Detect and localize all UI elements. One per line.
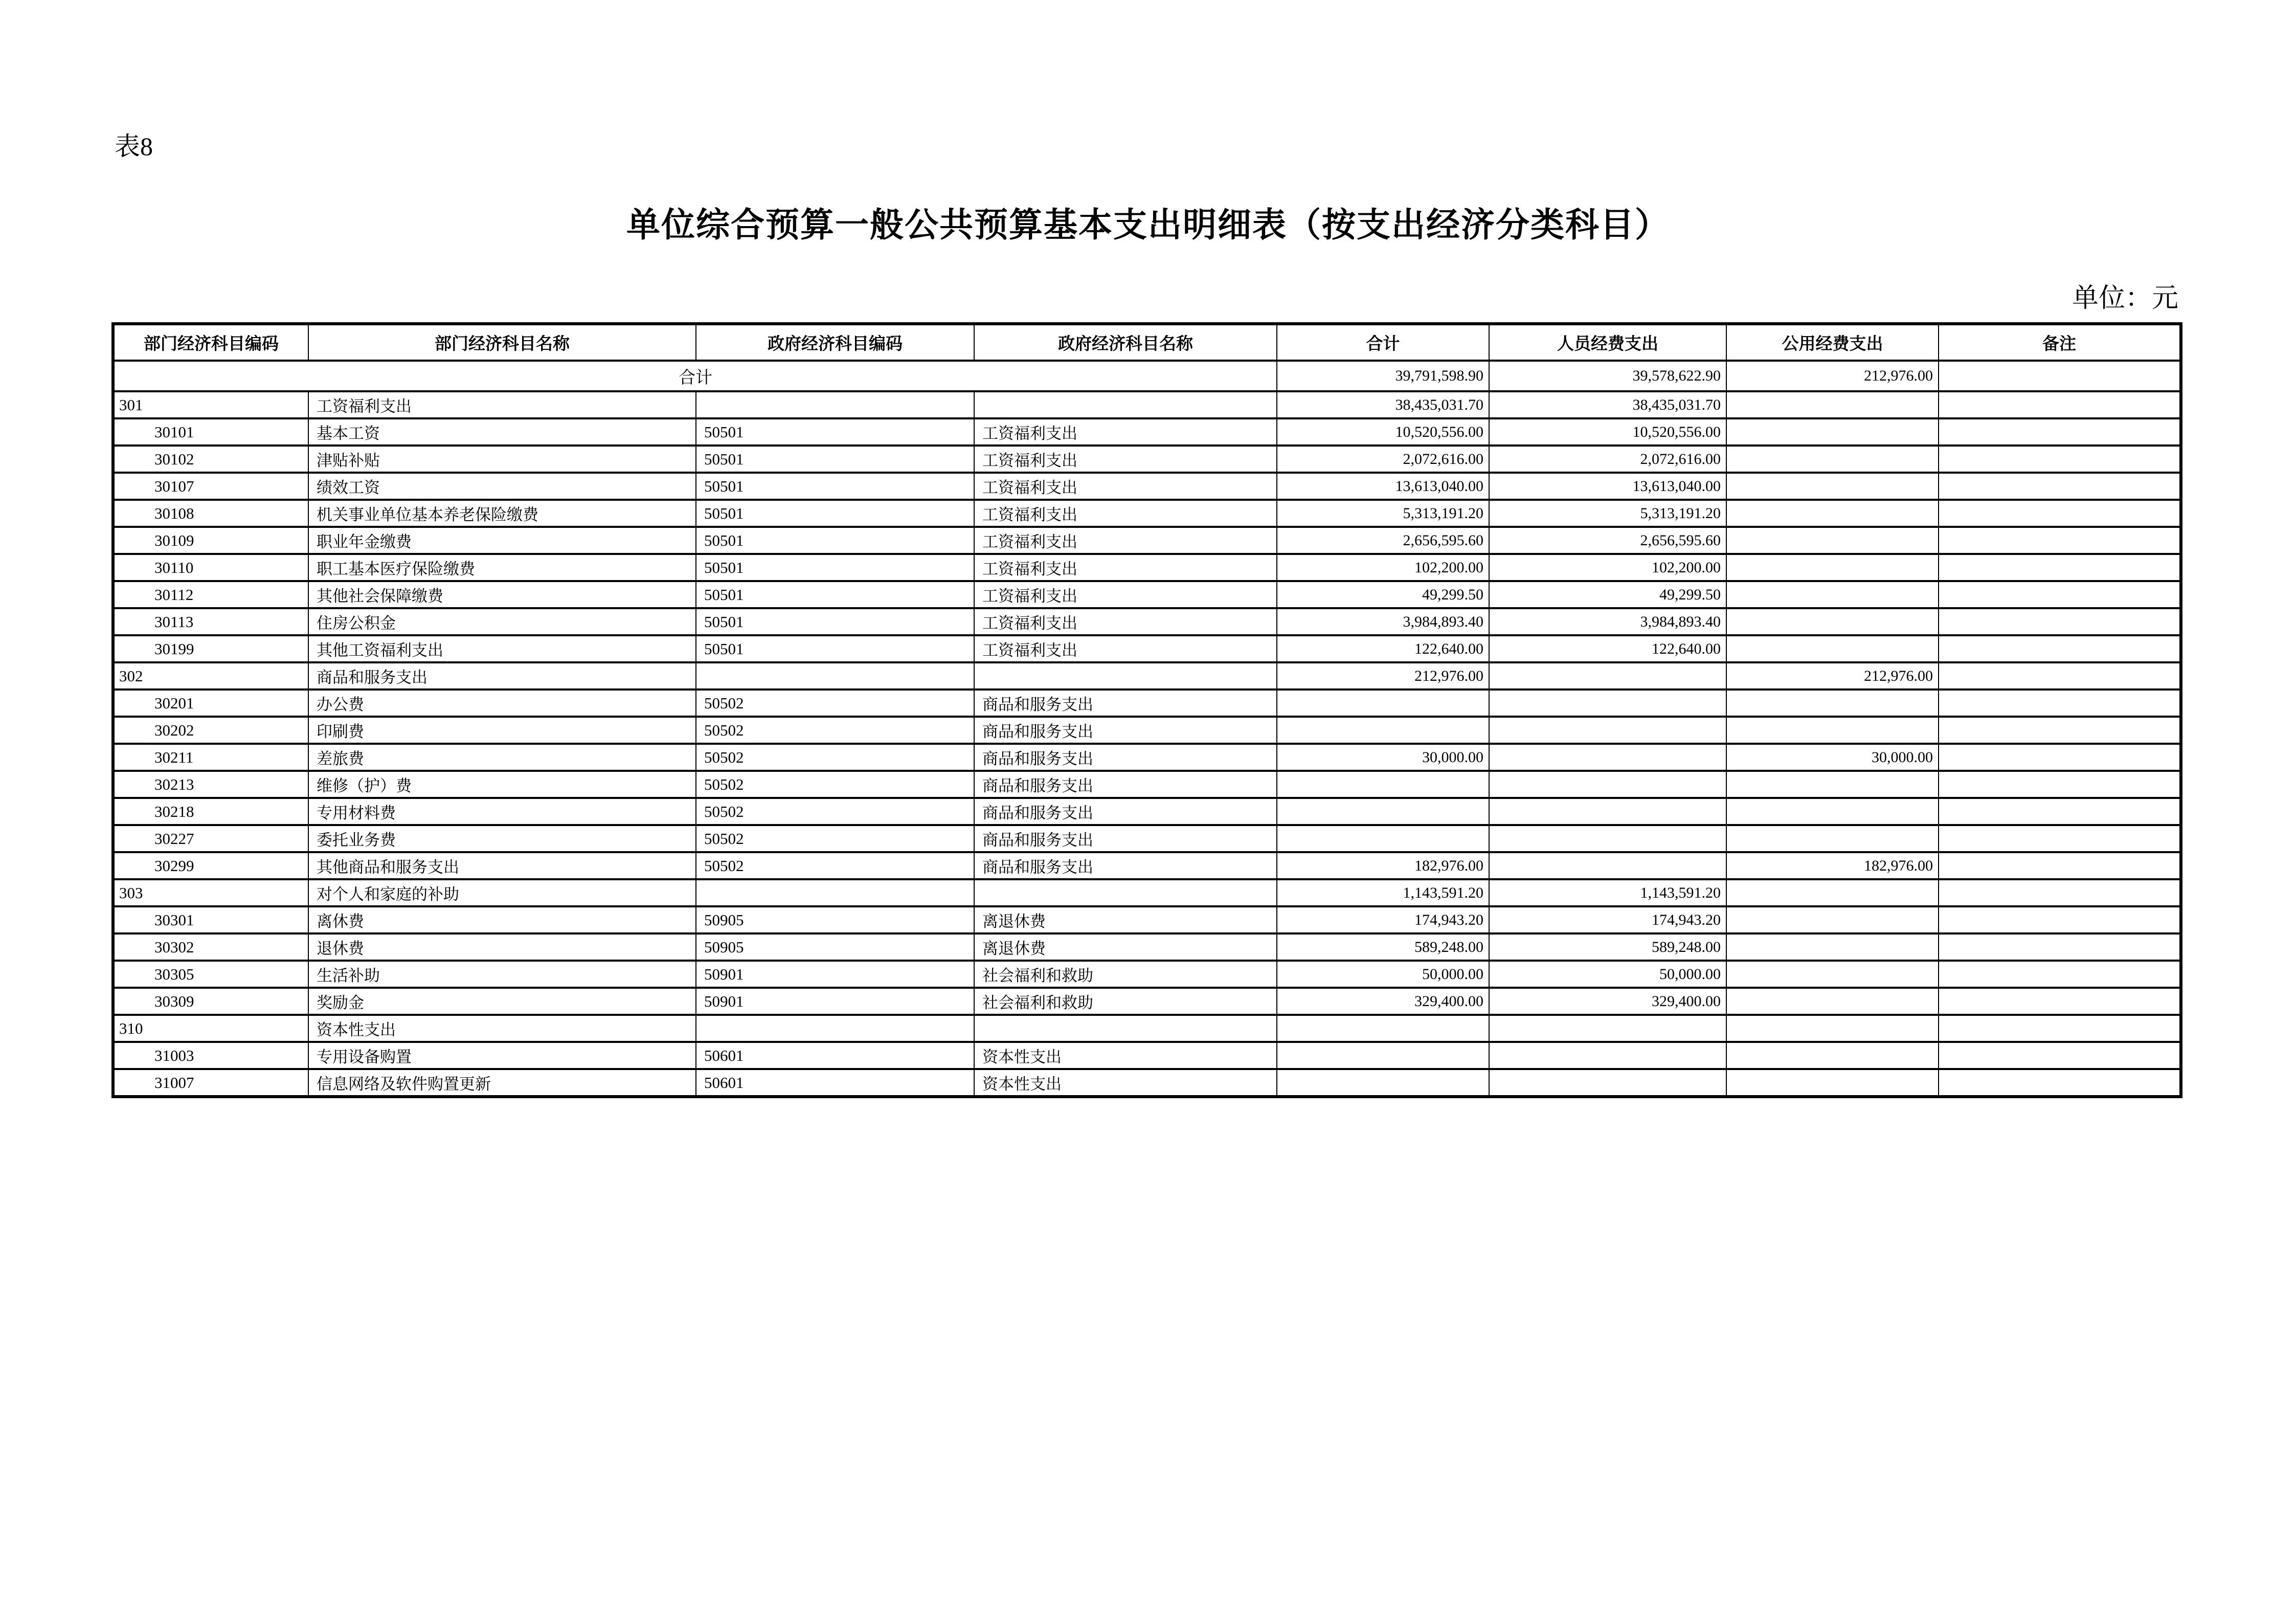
dept-name-cell: 工资福利支出 xyxy=(308,391,696,418)
dept-code-cell: 30199 xyxy=(113,635,308,662)
gov-name-cell: 商品和服务支出 xyxy=(974,744,1277,771)
column-header-total: 合计 xyxy=(1277,324,1489,361)
dept-name-cell: 差旅费 xyxy=(308,744,696,771)
public-cell xyxy=(1726,635,1939,662)
summary-personnel-cell: 39,578,622.90 xyxy=(1489,361,1726,391)
gov-code-cell: 50501 xyxy=(696,527,974,554)
table-row xyxy=(113,906,2181,933)
public-cell xyxy=(1726,608,1939,635)
gov-name-cell: 工资福利支出 xyxy=(974,527,1277,554)
note-cell xyxy=(1939,906,2181,933)
note-cell xyxy=(1939,879,2181,906)
dept-code-cell: 303 xyxy=(113,879,308,906)
dept-code-cell: 30227 xyxy=(113,825,308,852)
personnel-cell xyxy=(1489,1042,1726,1069)
dept-name-cell: 奖励金 xyxy=(308,988,696,1015)
page-title: 单位综合预算一般公共预算基本支出明细表（按支出经济分类科目） xyxy=(626,207,1670,244)
gov-name-cell: 工资福利支出 xyxy=(974,446,1277,473)
public-cell xyxy=(1726,418,1939,446)
note-cell xyxy=(1939,446,2181,473)
gov-name-cell: 离退休费 xyxy=(974,906,1277,933)
total-cell xyxy=(1277,1015,1489,1042)
note-cell xyxy=(1939,689,2181,717)
dept-name-cell: 基本工资 xyxy=(308,418,696,446)
dept-name-cell: 离休费 xyxy=(308,906,696,933)
gov-name-cell xyxy=(974,1015,1277,1042)
gov-name-cell: 社会福利和救助 xyxy=(974,988,1277,1015)
dept-name-cell: 职工基本医疗保险缴费 xyxy=(308,554,696,581)
gov-name-cell: 资本性支出 xyxy=(974,1042,1277,1069)
gov-name-cell: 工资福利支出 xyxy=(974,608,1277,635)
dept-name-cell: 生活补助 xyxy=(308,961,696,988)
dept-code-cell: 30102 xyxy=(113,446,308,473)
note-cell xyxy=(1939,798,2181,825)
note-cell xyxy=(1939,988,2181,1015)
note-cell xyxy=(1939,418,2181,446)
table-row xyxy=(113,1069,2181,1097)
summary-row xyxy=(113,361,2181,391)
gov-name-cell: 商品和服务支出 xyxy=(974,852,1277,879)
table-row xyxy=(113,473,2181,500)
gov-name-cell: 社会福利和救助 xyxy=(974,961,1277,988)
summary-label-cell: 合计 xyxy=(113,361,1277,391)
dept-name-cell: 信息网络及软件购置更新 xyxy=(308,1069,696,1097)
column-header-personnel: 人员经费支出 xyxy=(1489,324,1726,361)
personnel-cell: 102,200.00 xyxy=(1489,554,1726,581)
personnel-cell xyxy=(1489,825,1726,852)
table-row xyxy=(113,933,2181,961)
gov-name-cell: 工资福利支出 xyxy=(974,500,1277,527)
note-cell xyxy=(1939,825,2181,852)
table-row xyxy=(113,961,2181,988)
public-cell xyxy=(1726,554,1939,581)
gov-code-cell xyxy=(696,879,974,906)
column-header-note: 备注 xyxy=(1939,324,2181,361)
table-row xyxy=(113,608,2181,635)
personnel-cell: 10,520,556.00 xyxy=(1489,418,1726,446)
dept-code-cell: 301 xyxy=(113,391,308,418)
personnel-cell: 3,984,893.40 xyxy=(1489,608,1726,635)
table-row xyxy=(113,717,2181,744)
column-header-gov-name: 政府经济科目名称 xyxy=(974,324,1277,361)
table-row xyxy=(113,744,2181,771)
gov-code-cell: 50502 xyxy=(696,771,974,798)
dept-code-cell: 30299 xyxy=(113,852,308,879)
gov-name-cell xyxy=(974,879,1277,906)
dept-name-cell: 其他社会保障缴费 xyxy=(308,581,696,608)
public-cell xyxy=(1726,391,1939,418)
total-cell: 3,984,893.40 xyxy=(1277,608,1489,635)
dept-code-cell: 30112 xyxy=(113,581,308,608)
gov-code-cell: 50501 xyxy=(696,554,974,581)
note-cell xyxy=(1939,1015,2181,1042)
total-cell xyxy=(1277,798,1489,825)
public-cell xyxy=(1726,581,1939,608)
dept-name-cell: 其他商品和服务支出 xyxy=(308,852,696,879)
public-cell xyxy=(1726,933,1939,961)
note-cell xyxy=(1939,391,2181,418)
note-cell xyxy=(1939,527,2181,554)
gov-name-cell: 离退休费 xyxy=(974,933,1277,961)
personnel-cell xyxy=(1489,689,1726,717)
public-cell xyxy=(1726,527,1939,554)
total-cell xyxy=(1277,717,1489,744)
dept-code-cell: 31007 xyxy=(113,1069,308,1097)
public-cell: 182,976.00 xyxy=(1726,852,1939,879)
table-row xyxy=(113,879,2181,906)
public-cell xyxy=(1726,771,1939,798)
public-cell xyxy=(1726,1042,1939,1069)
dept-name-cell: 维修（护）费 xyxy=(308,771,696,798)
personnel-cell xyxy=(1489,744,1726,771)
note-cell xyxy=(1939,500,2181,527)
public-cell xyxy=(1726,988,1939,1015)
column-header-public: 公用经费支出 xyxy=(1726,324,1939,361)
table-row xyxy=(113,418,2181,446)
dept-name-cell: 委托业务费 xyxy=(308,825,696,852)
dept-name-cell: 商品和服务支出 xyxy=(308,662,696,689)
personnel-cell: 329,400.00 xyxy=(1489,988,1726,1015)
total-cell: 122,640.00 xyxy=(1277,635,1489,662)
gov-code-cell: 50502 xyxy=(696,689,974,717)
total-cell: 174,943.20 xyxy=(1277,906,1489,933)
note-cell xyxy=(1939,744,2181,771)
column-header-gov-code: 政府经济科目编码 xyxy=(696,324,974,361)
public-cell xyxy=(1726,879,1939,906)
gov-code-cell: 50905 xyxy=(696,933,974,961)
note-cell xyxy=(1939,771,2181,798)
note-cell xyxy=(1939,635,2181,662)
total-cell: 10,520,556.00 xyxy=(1277,418,1489,446)
gov-name-cell xyxy=(974,391,1277,418)
note-cell xyxy=(1939,1069,2181,1097)
dept-code-cell: 30107 xyxy=(113,473,308,500)
header-row xyxy=(113,324,2181,361)
dept-name-cell: 退休费 xyxy=(308,933,696,961)
table-row xyxy=(113,825,2181,852)
summary-note-cell xyxy=(1939,361,2181,391)
total-cell: 212,976.00 xyxy=(1277,662,1489,689)
total-cell: 49,299.50 xyxy=(1277,581,1489,608)
gov-name-cell: 工资福利支出 xyxy=(974,418,1277,446)
public-cell xyxy=(1726,825,1939,852)
gov-code-cell: 50502 xyxy=(696,852,974,879)
total-cell xyxy=(1277,1042,1489,1069)
table-row xyxy=(113,554,2181,581)
budget-table xyxy=(111,322,2182,1098)
public-cell xyxy=(1726,717,1939,744)
gov-code-cell: 50502 xyxy=(696,717,974,744)
dept-name-cell: 住房公积金 xyxy=(308,608,696,635)
total-cell: 2,656,595.60 xyxy=(1277,527,1489,554)
dept-name-cell: 对个人和家庭的补助 xyxy=(308,879,696,906)
total-cell xyxy=(1277,825,1489,852)
personnel-cell: 13,613,040.00 xyxy=(1489,473,1726,500)
total-cell xyxy=(1277,1069,1489,1097)
note-cell xyxy=(1939,1042,2181,1069)
gov-code-cell: 50502 xyxy=(696,744,974,771)
public-cell: 30,000.00 xyxy=(1726,744,1939,771)
dept-name-cell: 专用设备购置 xyxy=(308,1042,696,1069)
public-cell xyxy=(1726,961,1939,988)
dept-name-cell: 绩效工资 xyxy=(308,473,696,500)
personnel-cell: 589,248.00 xyxy=(1489,933,1726,961)
public-cell xyxy=(1726,446,1939,473)
total-cell: 5,313,191.20 xyxy=(1277,500,1489,527)
dept-code-cell: 30110 xyxy=(113,554,308,581)
note-cell xyxy=(1939,662,2181,689)
table-row xyxy=(113,662,2181,689)
gov-code-cell: 50901 xyxy=(696,988,974,1015)
note-cell xyxy=(1939,933,2181,961)
total-cell xyxy=(1277,689,1489,717)
dept-code-cell: 31003 xyxy=(113,1042,308,1069)
table-row xyxy=(113,798,2181,825)
total-cell: 182,976.00 xyxy=(1277,852,1489,879)
dept-name-cell: 办公费 xyxy=(308,689,696,717)
note-cell xyxy=(1939,717,2181,744)
gov-name-cell: 工资福利支出 xyxy=(974,554,1277,581)
gov-code-cell: 50601 xyxy=(696,1069,974,1097)
public-cell: 212,976.00 xyxy=(1726,662,1939,689)
table-row xyxy=(113,1015,2181,1042)
dept-code-cell: 30201 xyxy=(113,689,308,717)
total-cell: 589,248.00 xyxy=(1277,933,1489,961)
note-cell xyxy=(1939,608,2181,635)
dept-code-cell: 30202 xyxy=(113,717,308,744)
table-header xyxy=(113,324,2181,361)
public-cell xyxy=(1726,1015,1939,1042)
personnel-cell: 122,640.00 xyxy=(1489,635,1726,662)
table-row xyxy=(113,635,2181,662)
table-row xyxy=(113,581,2181,608)
total-cell: 329,400.00 xyxy=(1277,988,1489,1015)
personnel-cell xyxy=(1489,798,1726,825)
dept-code-cell: 30113 xyxy=(113,608,308,635)
gov-code-cell: 50901 xyxy=(696,961,974,988)
gov-code-cell: 50502 xyxy=(696,798,974,825)
dept-code-cell: 30211 xyxy=(113,744,308,771)
summary-public-cell: 212,976.00 xyxy=(1726,361,1939,391)
total-cell: 50,000.00 xyxy=(1277,961,1489,988)
dept-code-cell: 30108 xyxy=(113,500,308,527)
note-cell xyxy=(1939,473,2181,500)
gov-name-cell: 商品和服务支出 xyxy=(974,689,1277,717)
total-cell: 30,000.00 xyxy=(1277,744,1489,771)
gov-code-cell: 50502 xyxy=(696,825,974,852)
gov-code-cell xyxy=(696,1015,974,1042)
dept-code-cell: 30305 xyxy=(113,961,308,988)
unit-label: 单位：元 xyxy=(2072,284,2178,313)
personnel-cell: 2,656,595.60 xyxy=(1489,527,1726,554)
total-cell: 2,072,616.00 xyxy=(1277,446,1489,473)
dept-name-cell: 资本性支出 xyxy=(308,1015,696,1042)
dept-code-cell: 30101 xyxy=(113,418,308,446)
gov-name-cell xyxy=(974,662,1277,689)
dept-code-cell: 310 xyxy=(113,1015,308,1042)
dept-name-cell: 机关事业单位基本养老保险缴费 xyxy=(308,500,696,527)
summary-total-cell: 39,791,598.90 xyxy=(1277,361,1489,391)
public-cell xyxy=(1726,798,1939,825)
gov-name-cell: 工资福利支出 xyxy=(974,473,1277,500)
dept-code-cell: 30109 xyxy=(113,527,308,554)
personnel-cell xyxy=(1489,852,1726,879)
gov-code-cell: 50501 xyxy=(696,500,974,527)
gov-name-cell: 商品和服务支出 xyxy=(974,717,1277,744)
dept-code-cell: 30309 xyxy=(113,988,308,1015)
note-cell xyxy=(1939,961,2181,988)
total-cell: 13,613,040.00 xyxy=(1277,473,1489,500)
personnel-cell xyxy=(1489,1069,1726,1097)
table-body xyxy=(113,361,2181,1097)
public-cell xyxy=(1726,906,1939,933)
personnel-cell xyxy=(1489,662,1726,689)
column-header-dept-code: 部门经济科目编码 xyxy=(113,324,308,361)
gov-code-cell xyxy=(696,662,974,689)
total-cell: 38,435,031.70 xyxy=(1277,391,1489,418)
personnel-cell: 174,943.20 xyxy=(1489,906,1726,933)
gov-name-cell: 资本性支出 xyxy=(974,1069,1277,1097)
note-cell xyxy=(1939,852,2181,879)
gov-code-cell: 50501 xyxy=(696,473,974,500)
dept-code-cell: 30218 xyxy=(113,798,308,825)
table-row xyxy=(113,771,2181,798)
gov-name-cell: 商品和服务支出 xyxy=(974,798,1277,825)
dept-name-cell: 其他工资福利支出 xyxy=(308,635,696,662)
total-cell: 1,143,591.20 xyxy=(1277,879,1489,906)
note-cell xyxy=(1939,581,2181,608)
personnel-cell: 1,143,591.20 xyxy=(1489,879,1726,906)
gov-code-cell: 50501 xyxy=(696,418,974,446)
table-row xyxy=(113,527,2181,554)
table-row xyxy=(113,689,2181,717)
sheet-label: 表8 xyxy=(115,132,153,161)
table-row xyxy=(113,988,2181,1015)
dept-code-cell: 30302 xyxy=(113,933,308,961)
gov-code-cell: 50905 xyxy=(696,906,974,933)
public-cell xyxy=(1726,689,1939,717)
gov-code-cell xyxy=(696,391,974,418)
personnel-cell xyxy=(1489,771,1726,798)
personnel-cell: 49,299.50 xyxy=(1489,581,1726,608)
personnel-cell: 38,435,031.70 xyxy=(1489,391,1726,418)
note-cell xyxy=(1939,554,2181,581)
gov-name-cell: 工资福利支出 xyxy=(974,635,1277,662)
dept-name-cell: 专用材料费 xyxy=(308,798,696,825)
gov-code-cell: 50601 xyxy=(696,1042,974,1069)
column-header-dept-name: 部门经济科目名称 xyxy=(308,324,696,361)
personnel-cell xyxy=(1489,717,1726,744)
personnel-cell xyxy=(1489,1015,1726,1042)
public-cell xyxy=(1726,500,1939,527)
public-cell xyxy=(1726,1069,1939,1097)
table-row xyxy=(113,1042,2181,1069)
public-cell xyxy=(1726,473,1939,500)
table-row xyxy=(113,852,2181,879)
gov-name-cell: 商品和服务支出 xyxy=(974,825,1277,852)
gov-code-cell: 50501 xyxy=(696,608,974,635)
dept-name-cell: 津贴补贴 xyxy=(308,446,696,473)
table-row xyxy=(113,500,2181,527)
total-cell xyxy=(1277,771,1489,798)
gov-code-cell: 50501 xyxy=(696,635,974,662)
table-row xyxy=(113,446,2181,473)
total-cell: 102,200.00 xyxy=(1277,554,1489,581)
personnel-cell: 2,072,616.00 xyxy=(1489,446,1726,473)
gov-name-cell: 工资福利支出 xyxy=(974,581,1277,608)
personnel-cell: 5,313,191.20 xyxy=(1489,500,1726,527)
gov-code-cell: 50501 xyxy=(696,581,974,608)
dept-code-cell: 30213 xyxy=(113,771,308,798)
dept-name-cell: 印刷费 xyxy=(308,717,696,744)
gov-name-cell: 商品和服务支出 xyxy=(974,771,1277,798)
table-row xyxy=(113,391,2181,418)
dept-code-cell: 30301 xyxy=(113,906,308,933)
gov-code-cell: 50501 xyxy=(696,446,974,473)
personnel-cell: 50,000.00 xyxy=(1489,961,1726,988)
dept-code-cell: 302 xyxy=(113,662,308,689)
dept-name-cell: 职业年金缴费 xyxy=(308,527,696,554)
